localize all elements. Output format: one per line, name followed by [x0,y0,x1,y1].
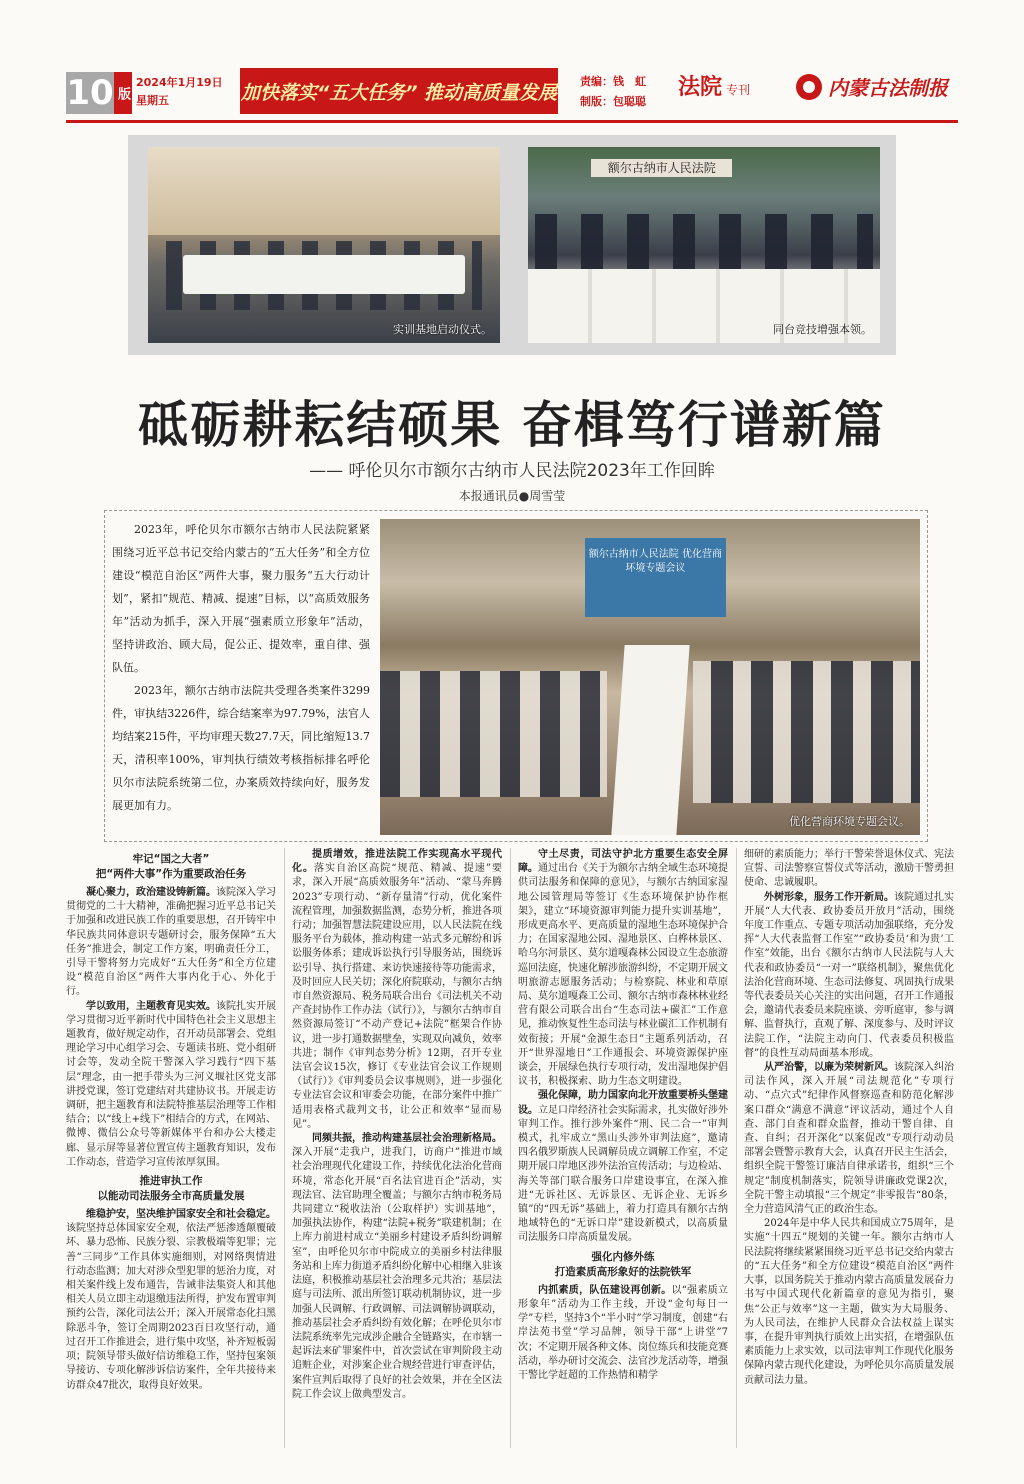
section-heading: 牢记“国之大者” 把“两件大事”作为重要政治任务 [95,853,247,880]
page-number: 10 [66,73,114,113]
article-column-4 [744,848,954,1388]
section-heading: 强化内修外练 打造素质高形象好的法院铁军 [554,1250,692,1278]
producer-name: 制版：包聪聪 [580,95,646,108]
body-paragraph: 强化保障，助力国家向北开放重要桥头堡建设。立足口岸经济社会实际需求，扎实做好涉外审判工作。推行涉外案件“刑、民二合一”审判模式，扎牢成立“黑山头涉外审判法庭”，邀请四名俄罗斯族人民调解员成立调解工作室，不定期开展口岸地区涉外法治宣传活动；与边检站、海关等部门联合服务口岸建设事宜，在深入推进“无诉社区、无诉景区、无诉企业、无诉乡镇”的“四无诉”基础上，着力打造具有额尔古纳地域特色的“无诉口岸”建设新模式，以高质量司法服务口岸高质量发展。 [518,1090,728,1244]
photo-caption: 实训基地启动仪式。 [393,323,492,336]
photo-caption: 同台竞技增强本领。 [773,323,872,336]
article-column-2 [292,848,502,1402]
article-subheadline: —— 呼伦贝尔市额尔古纳市人民法院2023年工作回眸 [309,461,715,481]
article-byline: 本报通讯员●周雪莹 [458,489,566,503]
body-paragraph: 维稳护安，坚决维护国家安全和社会稳定。该院坚持总体国家安全观，依法严惩渗透颠覆破坏、暴力恐怖、民族分裂、宗教极端等犯罪；完善“三同步”工作具体实施细则，对网络舆情进行动态监测；加大对涉众型犯罪的惩治力度，对相关案件线上发布通告，告诫非法集资人和其他相关人员立即主动退缴违法所得，护发布置审判预约公告，深化司法公开；深入开展常态化扫黑除恶斗争，签订全周期2023百日攻坚行动，通过召开工作推进会，进行集中攻坚，补齐短板弱项；院领导带头做好信访维稳工作，坚持包案领导接访、专项化解涉诉信访案件，全年共接待来访群众47批次，取得良好效果。 [66,1209,276,1391]
issue-weekday: 星期五 [136,94,169,107]
body-paragraph: 2024年是中华人民共和国成立75周年，是实施“十四五”规划的关键一年。额尔古纳市人民法院将继续紧紧围绕习近平总书记交给内蒙古的“五大任务”和全方位建设“模范自治区”两件大事，以国务院关于推动内蒙古高质量发展奋力书写中国式现代化新篇章的意见为指引，聚焦“公正与效率”这一主题，做实为大局服务、为人民司法，在维护人民群众合法权益上谋实事，在提升审判执行质效上出实招，在增强队伍素质能力上求实效，以司法审判工作现代化服务保障内蒙古现代化建设，为呼伦贝尔高质量发展贡献司法力量。 [744,1218,954,1386]
editor-name: 责编：钱 虹 [580,75,646,88]
intro-paragraph: 2023年，额尔古纳市法院共受理各类案件3299件，审执结3226件，综合结案率为97.79%，法官人均结案215件，平均审理天数27.7天，同比缩短13.7天，清积率100%，审判执行绩效考核指标排名呼伦贝尔市法院系统第二位，办案质效持续向好，服务发展更加有力。 [112,684,370,812]
courtroom-sign: 额尔古纳市人民法院 [591,159,732,177]
column-divider [510,848,511,1448]
photo-skills-competition [528,147,880,343]
article-intro [112,518,370,817]
body-paragraph: 同频共振，推动构建基层社会治理新格局。深入开展“走我户，进我门，访商户”推进市域社会治理现代化建设工作，持续优化法治化营商环境，常态化开展“百名法官进百企”活动，实现法官、法官助理全覆盖；与额尔古纳市税务局共同建立“税收法治（公取样护）实训基地”，加强执法协作，构建“法院+税务”联建机制；在上库力前进村成立“美丽乡村建设矛盾纠纷调解室”，由呼伦贝尔市中院成立的美丽乡村法律服务站和上库力街道矛盾纠纷化解中心相继入驻该法庭，积极推动基层社会治理多元共治；基层法庭与司法所、派出所签订联动机制协议，进一步加强人民调解、行政调解、司法调解协调联动，推动基层社会矛盾纠纷有效化解；在呼伦贝尔市法院系统率先完成涉企融合全链路实，在市辖一起诉法来矿罪案件中，首次尝试在审判阶段主动追赃企业，对涉案企业合规经营进行审查评估，案件宣判后取得了良好的社会效果，并在全区法院工作会议上做典型发言。 [292,1133,502,1400]
section-banner: 加快落实“五大任务” 推动高质量发展 [240,68,558,114]
article-headline: 砥砺耕耘结硕果 奋楫笃行谱新篇 [138,395,886,454]
article-column-1 [66,848,276,1393]
photo-business-environment-meeting [380,519,920,835]
newspaper-title [796,72,956,101]
body-paragraph: 细研的素质能力；举行干警荣誉退休仪式、宪法宣誓、司法警察宣誓仪式等活动，激励干警勇担使命、忠诚履职。 [744,849,954,889]
article-column-3 [518,848,728,1383]
special-edition-name: 法院 [678,74,723,100]
masthead-rule [66,120,958,123]
body-paragraph: 提质增效，推进法院工作实现高水平现代化。落实自治区高院“规范、精减、提速”要求，深入开展“高质效服务年”活动、“蒙马奔腾2023”专项行动、“新存量清”行动，优化案件流程管理，加强数据监测，态势分析，推进各项行动；加强智慧法院建设应用，以人民法院在线服务平台为载体，推动构建一站式多元解纷和诉讼服务体系；建成诉讼执行引导服务站，围绕诉讼引导、执行搭建、来访快速接待等功能需求，及时回应人民关切；深化府院联动，与额尔古纳市自然资源局、税务局联合出台《司法机关不动产查封协作工作办法（试行）》，与额尔古纳市自然资源局签订“不动产登记+法院”框架合作协议，进一步打通数据壁垒，实现双向减负，效率共进；制作《审判态势分析》12期，召开专业法官会议15次，修订《专业法官会议工作规则（试行）》《审判委员会议事规则》，进一步强化专业法官会议和审委会功能，在部分案件中推广适用表格式裁判文书，让公正和效率“显而易见”。 [292,849,503,1130]
intro-paragraph: 2023年，呼伦贝尔市额尔古纳市人民法院紧紧围绕习近平总书记交给内蒙古的“五大任务”和全方位建设“模范自治区”两件大事，聚力服务“五大行动计划”，紧扣“规范、精减、提速”目标，以“高质效服务年”活动为抓手，深入开展“强素质立形象年”活动，坚持讲政治、顾大局，促公正、提效率，重自律、强队伍。 [112,523,370,674]
projector-screen: 额尔古纳市人民法院 优化营商环境专题会议 [585,538,725,618]
column-divider [284,848,285,1448]
column-divider [736,848,737,1448]
special-edition-suffix: 专刊 [726,83,751,97]
body-paragraph: 外树形象，服务工作开新局。该院通过扎实开展“人大代表、政协委员开放月”活动，围绕年度工作重点、专题专项活动加强联络，充分发挥“人大代表监督工作室”“政协委员‘和为贵’工作室”效能，出台《额尔古纳市人民法院与人大代表和政协委员“一对一”联络机制》，聚焦优化法治化营商环境、生态司法修复、巩固执行成果等代表委员关心关注的实出问题，召开工作通报会，邀请代表委员来院座谈、旁听庭审，参与调解、监督执行，直观了解、深度参与、及时评议法院工作，“法院主动向门、代表委员积极监督”的良性互动局面基本形成。 [744,891,954,1059]
photo-training-base-launch [148,147,500,343]
body-paragraph: 从严治警，以廉为荣树新风。该院深入纠治司法作风，深入开展“司法规范化”专项行动、“点穴式”纪律作风督察巡查和防范化解涉案口群众“满意不满意”评议活动，通过个人自查、部门自查和群众监督，推动干警自律、自查、自纠；召开深化“以案促改”专项行动动员部署会暨警示教育大会，认真召开民主生活会，组织全院干警签订廉洁自律承诺书，组织“三个规定”制度机制落实，院领导讲廉政党课2次，全院干警主动填报“三个规定”非零报告“80条，全力营造风清气正的政治生态。 [744,1062,954,1216]
special-edition-title [678,70,788,108]
page-suffix: 版 [114,72,132,114]
body-paragraph: 凝心聚力，政治建设铸新篇。该院深入学习贯彻党的二十大精神，准确把握习近平总书记关于加强和改进民族工作的重要思想，召开铸牢中华民族共同体意识专题研讨会，服务保障“五大任务”推进会，制定工作方案，明确责任分工，引导干警将努力完成好“五大任务”和全方位建设“模范自治区”两件大事内化于心、外化于行。 [66,887,276,998]
issue-date-block [136,74,228,110]
photo-caption: 优化营商环境专题会议。 [789,815,910,828]
editor-credits [580,72,670,112]
body-paragraph: 守土尽责，司法守护北方重要生态安全屏障。通过出台《关于为额尔古纳全域生态环境提供司法服务和保障的意见》，与额尔古纳国家湿地公园管理局等签订《生态环境保护协作框架》，建立“环境资源审判能力提升实训基地”，形成更高水平、更高质量的湿地生态环境保护合力；在国家湿地公园、湿地景区、白桦林景区、哈乌尔河景区、莫尔道嘎森林公园设立生态旅游巡回法庭，快速化解涉旅游纠纷，不定期开展文明旅游志愿服务活动；与检察院、林业和草原局、莫尔道嘎森工公司、额尔古纳市森林林业经营有限公司联合出台“生态司法+碳汇”工作意见，推动恢复性生态司法与林业碳汇工作机制有效衔接；开展“金源生态日”主题系列活动，召开“世界湿地日”工作通报会、环境资源保护座谈会，开展绿色执行专项行动，发出湿地保护倡议书，积极探索、助力生态文明建设。 [518,849,728,1088]
newspaper-logo-icon [796,74,822,100]
body-paragraph: 学以致用，主题教育见实效。该院扎实开展学习贯彻习近平新时代中国特色社会主义思想主题教育，做好规定动作，召开动员部署会、党组理论学习中心组学习会、专题读书班、党小组研讨会等，发动全院干警深入学习践行“四下基层”理念，由一把手带头为三河义堰社区党支部讲授党课，签订党建结对共建协议书。开展走访调研，把主题教育和法院特推基层治理等工作相结合；以“线上+线下”相结合的方式，在网站、微博、微信公众号等新媒体平台和办公大楼走廊、显示屏等显著位置宣传主题教育知识，发布工作动态，营造学习宣传浓厚氛围。 [66,1000,276,1168]
section-heading: 推进审执工作 以能动司法服务全市高质量发展 [97,1175,245,1203]
newspaper-name: 内蒙古法制报 [828,76,948,100]
top-photo-strip [128,135,896,355]
body-paragraph: 内抓素质，队伍建设再创新。以“强素质立形象年”活动为工作主线，开设“金句每日一学”专栏，坚持3个“半小时”学习制度，创建“右岸法苑书堂”学习品牌，领导干部“上讲堂”7次；不定期开展各种文体、岗位练兵和技能竞赛活动，举办研讨交流会、法官沙龙活动等，增强干警比学赶超的工作热情和精学 [518,1284,728,1381]
issue-date: 2024年1月19日 [136,76,223,89]
